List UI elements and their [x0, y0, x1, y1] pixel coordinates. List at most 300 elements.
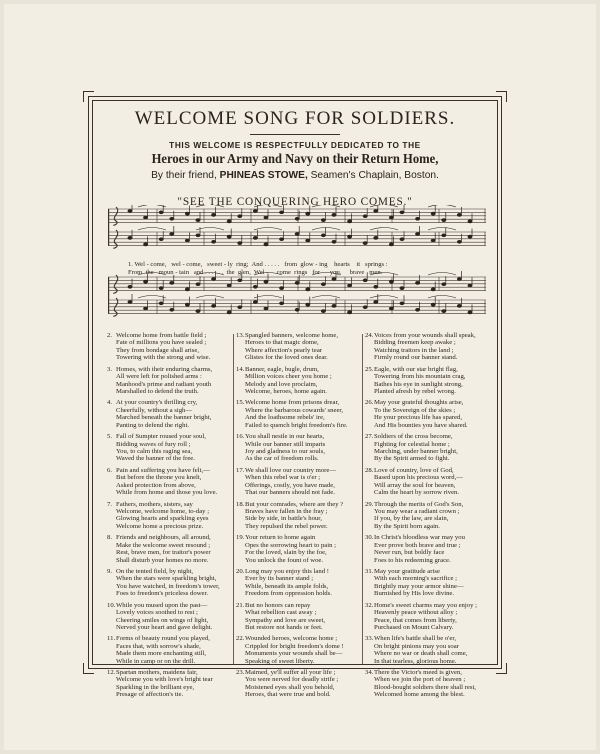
verse-number: 15.	[236, 399, 245, 407]
heroes-heading: Heroes in our Army and Navy on their Return Home,	[151, 151, 439, 166]
verse-line: Side by side, in battle's hour,	[245, 515, 322, 523]
verse-line: Spartan mothers, maidens fair,	[116, 669, 198, 677]
slur	[370, 205, 398, 207]
verse	[107, 602, 229, 632]
verse-line: Asked protection from above,	[116, 481, 196, 489]
verse-line: Melody and love proclaim,	[245, 380, 318, 388]
verse-line: And the loathsome rebels' ire,	[245, 414, 325, 422]
verse	[107, 366, 229, 396]
verse-line: When this rebel war is o'er ;	[245, 474, 321, 482]
note-head	[332, 304, 336, 307]
verse-line: Heavenly peace without alloy ;	[374, 609, 458, 617]
verse	[107, 568, 229, 598]
verse-line: Home's sweet charms may you enjoy ;	[374, 601, 477, 609]
verse-line: Based upon his precious word,—	[374, 474, 463, 482]
verse-line: Welcome home from battle field ;	[116, 332, 207, 339]
verse-line: Fighting for celestial home ;	[374, 440, 450, 448]
verse-line: Firmly round our banner stand.	[374, 354, 458, 362]
verse-line: You shall nestle in our hearts,	[245, 433, 325, 441]
verse	[107, 669, 229, 699]
note-head	[280, 302, 284, 305]
note-head	[295, 281, 299, 284]
slur	[254, 228, 282, 231]
verse-line: Bidding freemen keep awake ;	[374, 339, 456, 347]
verse-line: What rebellion cast away ;	[245, 609, 317, 617]
verse-number: 33.	[365, 635, 374, 643]
music-notes	[128, 205, 472, 314]
verse-line: Foes to freedom's priceless dower.	[116, 590, 209, 598]
verse-number: 19.	[236, 534, 245, 542]
verse-line: Make the welcome sweet resound ;	[116, 541, 211, 549]
note-head	[159, 287, 163, 290]
verse	[236, 433, 358, 463]
verse-number: 34.	[365, 669, 374, 677]
verse-line: When life's battle shall be o'er,	[374, 635, 456, 643]
note-head	[196, 310, 200, 313]
note-head	[389, 280, 393, 283]
verse-line: But your comrades, where are they ?	[245, 500, 344, 508]
verse	[365, 399, 487, 429]
note-head	[128, 285, 132, 288]
verse-line: Towering with the strong and wise.	[116, 354, 211, 362]
verse-line: Blood-bought soldiers there shall rest,	[374, 683, 476, 691]
verse-line: Spangled banners, welcome home,	[245, 332, 339, 339]
verse-line: Marched beneath the banner bright,	[116, 414, 212, 422]
verse-line: Waved the banner of the free.	[116, 455, 195, 463]
note-head	[306, 288, 310, 291]
note-head	[212, 213, 216, 216]
verse-line: Marching, under banner bright,	[374, 448, 458, 456]
verse-line: Homes, with their enduring charms,	[116, 365, 213, 373]
note-head	[238, 279, 242, 282]
verse-line: All were left for polished arms :	[116, 373, 202, 381]
verse-line: In that tearless, glorious home.	[374, 657, 457, 665]
verse-number: 27.	[365, 433, 374, 441]
verse-line: While you mused upon the past—	[116, 601, 208, 609]
music-lyric-line-1: 1. Wel - come, wel - come, sweet - ly ring; And . . . . . from glow - ing hearts it springs :	[128, 261, 388, 268]
note-head	[416, 281, 420, 284]
note-head	[185, 239, 189, 242]
verse-line: With each morning's sacrifice ;	[374, 575, 458, 583]
note-head	[374, 301, 378, 304]
verse-line: Crippled for bright freedom's dome !	[245, 642, 344, 650]
note-head	[306, 239, 310, 242]
verse-line: To the Sovereign of the skies ;	[374, 406, 456, 414]
verse-line: Opes the sorrowing heart to pain ;	[245, 541, 337, 549]
verse-line: Wounded heroes, welcome home ;	[245, 635, 338, 643]
verse-line: Nerved your heart and gave delight.	[116, 623, 213, 631]
note-head	[457, 304, 461, 307]
slur	[254, 205, 282, 207]
slur	[428, 228, 456, 231]
verse	[365, 534, 487, 564]
note-head	[159, 302, 163, 305]
author-name: PHINEAS STOWE,	[219, 170, 308, 181]
verse-line: Forms of beauty round you played,	[116, 635, 210, 643]
verse-number: 2.	[107, 332, 113, 339]
note-head	[280, 287, 284, 290]
verse-number: 23.	[236, 669, 245, 677]
verse-line: Marshalled to defend the truth.	[116, 388, 199, 396]
verse-line: Lovely voices soothed to rest ;	[116, 609, 198, 617]
verse-line: Panting to defend the right.	[116, 421, 189, 429]
slur	[370, 296, 398, 299]
verse-line: Welcomed home among the blest.	[374, 691, 465, 699]
verse-column-3	[365, 332, 487, 703]
verse-number: 5.	[107, 433, 113, 441]
verse	[107, 467, 229, 497]
note-head	[295, 233, 299, 236]
corner-ornament	[83, 91, 94, 102]
slur	[428, 296, 456, 299]
verse-line: Through the merits of God's Son,	[374, 500, 464, 508]
note-head	[400, 238, 404, 241]
note-head	[253, 301, 257, 304]
author-prefix: By their friend,	[151, 170, 217, 181]
verse-line: And His bounties you have shared.	[374, 421, 468, 429]
verse-number: 21.	[236, 601, 245, 609]
verse-line: Heroes to that magic dome,	[245, 339, 319, 347]
verse	[107, 332, 229, 362]
slur	[254, 296, 282, 299]
verse-number: 31.	[365, 567, 374, 575]
note-head	[144, 216, 148, 219]
verse-line: Monuments your wounds shall be—	[245, 650, 343, 658]
verse-number: 26.	[365, 399, 374, 407]
verse-line: While in camp or on the drill.	[116, 657, 196, 665]
verse-number: 6.	[107, 466, 113, 474]
note-head	[431, 303, 435, 306]
note-head	[128, 301, 132, 304]
verse-line: Where no war or death shall come,	[374, 650, 468, 658]
note-head	[431, 212, 435, 215]
verse-line: Cheering smiles on wings of light,	[116, 616, 209, 624]
verse-line: You, to calm this raging sea,	[116, 448, 193, 456]
verse-line: Presage of affection's tie.	[116, 691, 184, 699]
note-head	[128, 236, 132, 239]
note-head	[321, 283, 325, 286]
verse-line: May your gratitude arise	[374, 567, 440, 575]
verse-line: Glowing hearts and sparkling eyes	[116, 515, 209, 523]
note-head	[196, 219, 200, 222]
verse-line: Eagle, with our star bright flag,	[374, 365, 458, 373]
verse	[236, 501, 358, 531]
verse-number: 29.	[365, 500, 374, 508]
verse	[365, 669, 487, 699]
verse	[365, 602, 487, 632]
note-head	[468, 235, 472, 238]
note-head	[280, 211, 284, 214]
verse-number: 20.	[236, 567, 245, 575]
author-line	[88, 170, 502, 181]
note-head	[238, 215, 242, 218]
note-head	[457, 278, 461, 281]
note-head	[253, 285, 257, 288]
verse-line: Made them more enchanting still,	[116, 650, 207, 658]
verse-line: They repulsed the rebel power.	[245, 522, 328, 530]
note-head	[170, 281, 174, 284]
note-head	[457, 240, 461, 243]
verse	[365, 635, 487, 665]
note-head	[227, 311, 231, 314]
verse-line: Soldiers of the cross become,	[374, 433, 453, 441]
verse-line: In Christ's bloodless war may you	[374, 534, 465, 542]
verse	[365, 332, 487, 362]
note-head	[442, 310, 446, 313]
verse-line: Long may you enjoy this land !	[245, 567, 329, 575]
verse-line: Ever prove both brave and true ;	[374, 541, 461, 549]
verse-line: Peace, that comes from liberty,	[374, 616, 457, 624]
note-head	[321, 234, 325, 237]
note-head	[253, 236, 257, 239]
verse-number: 32.	[365, 601, 374, 609]
note-head	[416, 233, 420, 236]
note-head	[170, 308, 174, 311]
verse-line: Pain and suffering you have felt,—	[116, 466, 210, 474]
note-head	[253, 210, 257, 213]
note-head	[185, 212, 189, 215]
author-title: Seamen's Chaplain, Boston.	[310, 170, 439, 181]
note-head	[374, 210, 378, 213]
verse-line: Sympathy and love are sweet,	[245, 616, 326, 624]
note-head	[332, 213, 336, 216]
verse-line: As the car of freedom rolls.	[245, 455, 319, 463]
verse-line: Welcome home a precious prize.	[116, 522, 204, 530]
verse-line: Cheerfully, without a sigh—	[116, 406, 193, 414]
verse	[236, 635, 358, 665]
verse-line: Speaking of sweet liberty.	[245, 657, 315, 665]
note-head	[144, 243, 148, 246]
verse	[236, 669, 358, 699]
dedication-line: THIS WELCOME IS RESPECTFULLY DEDICATED TO THE	[169, 140, 421, 150]
verse-line: Manhood's prime and radiant youth	[116, 380, 212, 388]
verse	[365, 366, 487, 396]
note-head	[264, 280, 268, 283]
note-head	[389, 243, 393, 246]
verse-line: You may wear a radiant crown ;	[374, 507, 460, 515]
verse-line: Watching traitors in the land ;	[374, 346, 454, 354]
column-divider	[362, 334, 363, 664]
verse-line: Bathes his eye in sunlight strong,	[374, 380, 463, 388]
verse-number: 16.	[236, 433, 245, 441]
note-head	[170, 217, 174, 220]
note-head	[212, 240, 216, 243]
verse-line: But before the throne you knelt,	[116, 474, 202, 482]
verse	[236, 366, 358, 396]
note-head	[457, 213, 461, 216]
note-head	[442, 234, 446, 237]
verse-column-1	[107, 332, 229, 703]
verse-line: By the Spirit armed to fight.	[374, 455, 450, 463]
verse-line: You have watched, in freedom's tower,	[116, 582, 220, 590]
verse-line: At your country's thrilling cry,	[116, 399, 198, 407]
note-head	[363, 279, 367, 282]
note-head	[431, 288, 435, 291]
verse	[107, 501, 229, 531]
note-head	[159, 211, 163, 214]
corner-ornament	[496, 91, 507, 102]
verse-line: When we join the port of heaven ;	[374, 676, 466, 684]
slur	[138, 296, 166, 299]
note-head	[321, 219, 325, 222]
note-head	[332, 240, 336, 243]
verse-line: Glistes for the loved ones dear.	[245, 354, 328, 362]
verse-line: Fall of Sumpter roused your soul,	[116, 433, 206, 441]
verse-line: Friends and neighbours, all around,	[116, 534, 211, 542]
corner-ornament	[496, 663, 507, 674]
verse	[365, 501, 487, 531]
verse-line: While our banner still imparts	[245, 440, 326, 448]
verse	[107, 635, 229, 665]
note-head	[159, 238, 163, 241]
verse	[236, 399, 358, 429]
note-head	[363, 306, 367, 309]
verse-line: On the tented field, by night,	[116, 567, 194, 575]
verse-line: They from bondage shall arise,	[116, 346, 200, 354]
verse-line: Purchased on Mount Calvary.	[374, 623, 454, 631]
slur	[428, 205, 456, 207]
verse-line: Welcome you with love's bright tear	[116, 676, 213, 684]
verse	[107, 399, 229, 429]
note-head	[227, 235, 231, 238]
verse	[107, 534, 229, 564]
verse-number: 13.	[236, 332, 245, 339]
verse-line: On bright pinions may you soar	[374, 642, 459, 650]
verse-number: 30.	[365, 534, 374, 542]
verse	[236, 568, 358, 598]
verse-line: There the Victor's meed is given,	[374, 669, 462, 677]
note-head	[442, 283, 446, 286]
verse-line: Planted afresh by rebel wrong.	[374, 388, 456, 396]
song-title: WELCOME SONG FOR SOLDIERS.	[134, 108, 456, 129]
note-head	[170, 233, 174, 236]
verse-line: Heroes, that were true and bold.	[245, 691, 331, 699]
verse-line: Welcome home from prisons drear,	[245, 399, 340, 407]
verse-line: May your grateful thoughts arise,	[374, 399, 464, 407]
verse-line: Never run, but boldly face	[374, 549, 445, 557]
verse-number: 22.	[236, 635, 245, 643]
note-head	[196, 283, 200, 286]
verse-line: Brightly may your armor shine—	[374, 582, 464, 590]
verse-line: Rest, brave men, for traitor's power	[116, 549, 211, 557]
note-head	[363, 242, 367, 245]
verse-line: You unlock the fount of woe.	[245, 556, 324, 564]
verse-line: Offerings, costly, you have made,	[245, 481, 335, 489]
note-head	[416, 217, 420, 220]
slur	[138, 228, 166, 231]
note-head	[348, 284, 352, 287]
verse-number: 14.	[236, 365, 245, 373]
note-head	[227, 220, 231, 223]
verse-line: Welcome, welcome home, to-day ;	[116, 507, 210, 515]
slur	[312, 296, 340, 299]
verse-number: 8.	[107, 534, 113, 542]
verse-line: Your return to home again	[245, 534, 316, 542]
slur	[370, 228, 398, 231]
verse-line: Sparkling in the brilliant eye,	[116, 683, 195, 691]
note-head	[144, 280, 148, 283]
verse	[365, 467, 487, 497]
verse-line: While, beneath its ample folds,	[245, 582, 329, 590]
verse-number: 4.	[107, 399, 113, 407]
verse-line: Calm the heart by sorrow riven.	[374, 489, 460, 497]
note-head	[374, 236, 378, 239]
note-head	[442, 219, 446, 222]
verse-line: Banner, eagle, bugle, drum,	[245, 365, 319, 373]
verse	[236, 602, 358, 632]
note-head	[389, 307, 393, 310]
verse-number: 3.	[107, 365, 113, 373]
note-head	[238, 242, 242, 245]
verse-line: Maimed, ye'll suffer all your life ;	[245, 669, 336, 677]
verse-line: Where the barbarous cowards' sneer,	[245, 406, 344, 414]
note-head	[196, 234, 200, 237]
note-head	[295, 308, 299, 311]
note-head	[468, 220, 472, 223]
tune-name: "SEE THE CONQUERING HERO COMES."	[177, 196, 413, 208]
verse	[236, 534, 358, 564]
verse	[365, 568, 487, 598]
note-head	[238, 306, 242, 309]
verse	[236, 467, 358, 497]
note-head	[185, 303, 189, 306]
verse-line: For the loved, slain by the foe,	[245, 549, 327, 557]
slur	[138, 205, 166, 207]
verse-line: But restore not hands or feet.	[245, 623, 323, 631]
verse-line: Shall disturb your homes no more.	[116, 556, 209, 564]
verse-line: Voices from your wounds shall speak,	[374, 332, 476, 339]
verse-line: If you, by the law, are slain,	[374, 515, 449, 523]
verse-line: Moistened eyes shall you behold,	[245, 683, 335, 691]
verse-line: Towering from his mountain crag,	[374, 373, 466, 381]
verse-line: Foes to his redeeming grace.	[374, 556, 451, 564]
music-lyric-line-2: From the moun - tain and . . . . . . the glen, Wel - come rings for you, brave men.	[128, 269, 383, 276]
verse-number: 25.	[365, 365, 374, 373]
verse-line: But no honors can repay	[245, 601, 311, 609]
note-head	[348, 220, 352, 223]
verse-line: We shall love our country more—	[245, 466, 337, 474]
verse-line: Freedom from oppression holds.	[245, 590, 332, 598]
note-head	[468, 311, 472, 314]
verse-line: Burnished by His love divine.	[374, 590, 455, 598]
verse-number: 7.	[107, 500, 113, 508]
note-head	[431, 239, 435, 242]
note-head	[212, 304, 216, 307]
note-head	[374, 285, 378, 288]
note-head	[306, 303, 310, 306]
slur	[312, 228, 340, 231]
verse-line: Will array the soul for heaven,	[374, 481, 456, 489]
verse-number: 10.	[107, 601, 116, 609]
slur	[196, 296, 224, 299]
verse-line: Braves have fallen in the fray ;	[245, 507, 328, 515]
verse-line: Million voices cheer you home ;	[245, 373, 332, 381]
note-head	[128, 210, 132, 213]
verse-line: He your precious life has spared,	[374, 414, 463, 422]
verse-line: You were nerved for deadly strife ;	[245, 676, 339, 684]
note-head	[306, 212, 310, 215]
verse	[236, 332, 358, 362]
verse-number: 11.	[107, 635, 116, 643]
verse-line: Failed to quench bright freedom's fire.	[245, 421, 348, 429]
note-head	[363, 215, 367, 218]
note-head	[348, 311, 352, 314]
slur	[196, 205, 224, 207]
verse-number: 28.	[365, 466, 374, 474]
title-rule	[250, 134, 340, 135]
note-head	[332, 278, 336, 281]
note-head	[264, 216, 268, 219]
